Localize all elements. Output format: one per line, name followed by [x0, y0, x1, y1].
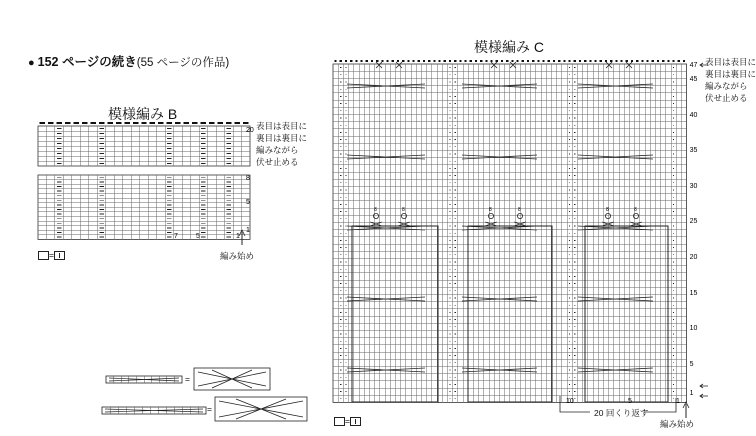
- cable-legend-eq-2: =: [207, 404, 212, 414]
- chart-c-stitch-label: 10: [566, 398, 574, 405]
- chart-b-row-label: 20: [246, 127, 254, 134]
- bobble-mark: 8: [374, 207, 377, 213]
- chart-c-start-label: 編み始め: [660, 419, 695, 429]
- chart-b-note-line: 表目は表目に: [256, 121, 308, 131]
- chart-b-note-line: 編みながら: [256, 145, 299, 155]
- chart-c-title: 模様編み C: [474, 39, 544, 55]
- chart-c-row-label: 40: [689, 112, 698, 119]
- chart-c-row-label: 35: [689, 147, 698, 154]
- heading-sub: (55 ページの作品): [136, 57, 230, 69]
- chart-c-row-label: 47: [689, 62, 698, 69]
- cable-cross-icon: [105, 409, 203, 412]
- bobble-mark: 8: [402, 207, 405, 213]
- cable-cross-icon: [219, 399, 303, 419]
- chart-b-stitch-label: 5: [196, 233, 200, 240]
- chart-c-stitch-label: 1: [676, 398, 680, 405]
- chart-b-stitch-label: 1: [236, 233, 240, 240]
- cable-cross-icon: [198, 370, 266, 388]
- chart-c-row-label: 25: [689, 218, 698, 225]
- chart-c-row-label: 20: [689, 254, 698, 261]
- chart-b-stitch-label: 7: [174, 233, 178, 240]
- chart-c-row-label: 30: [689, 183, 698, 190]
- bullet-icon: ●: [28, 57, 35, 69]
- chart-c-row-label: 10: [689, 325, 698, 332]
- chart-c-row-label: 1: [689, 390, 694, 397]
- bobble-mark: 8: [606, 207, 609, 213]
- chart-c-note-line: 表目は表目に: [705, 57, 756, 67]
- chart-c-repeat-label: 20 回くり返す: [594, 408, 649, 418]
- chart-b-title: 模様編み B: [108, 106, 178, 122]
- chart-c-row-label: 5: [689, 361, 694, 368]
- chart-b-note-line: 伏せ止める: [256, 157, 299, 167]
- chart-c-stitch-label: 5: [628, 398, 632, 405]
- bobble-mark: 8: [518, 207, 521, 213]
- chart-b-row-label: 1: [246, 227, 250, 234]
- chart-b-row-label: 5: [246, 199, 250, 206]
- chart-b-row-label: 8: [246, 175, 250, 182]
- chart-b-note-line: 裏目は裏目に: [256, 133, 308, 143]
- bobble-mark: 8: [489, 207, 492, 213]
- chart-c-note-line: 伏せ止める: [705, 93, 748, 103]
- bobble-mark: 8: [634, 207, 637, 213]
- chart-c-note-line: 裏目は裏目に: [705, 69, 756, 79]
- legend-eq: =: [49, 250, 54, 260]
- chart-c-row-label: 15: [689, 290, 698, 297]
- cable-legend-eq-1: =: [185, 374, 190, 384]
- legend-eq: =: [345, 416, 350, 426]
- heading-main: 152 ページの続き: [37, 55, 137, 69]
- chart-c-note-line: 編みながら: [705, 81, 748, 91]
- chart-c-row-label: 45: [689, 76, 698, 83]
- chart-b-start-label: 編み始め: [220, 251, 255, 261]
